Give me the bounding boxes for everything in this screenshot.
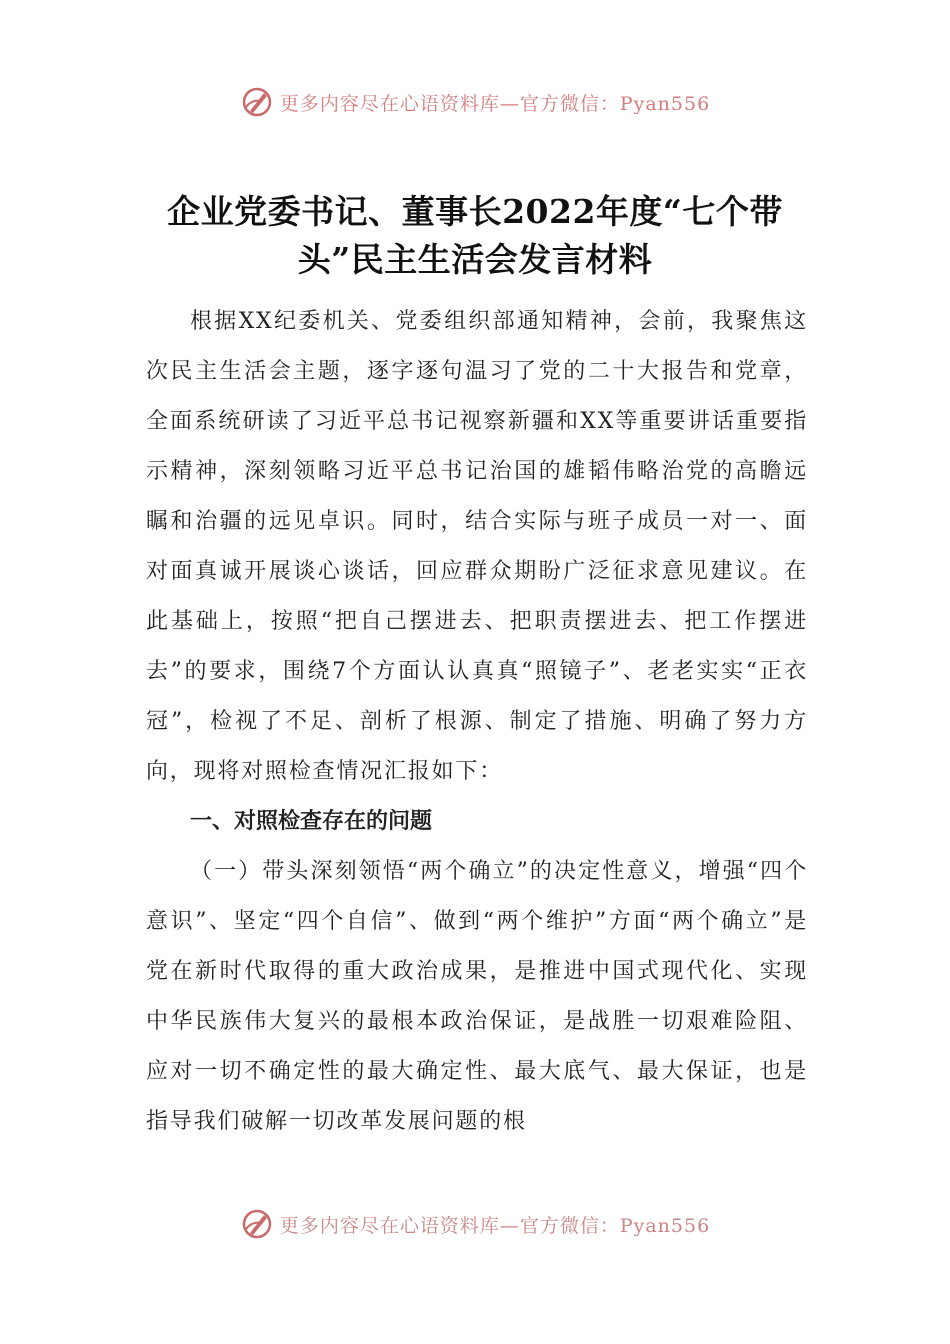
document-title: 企业党委书记、董事长2022年度“七个带头”民主生活会发言材料 <box>167 192 783 279</box>
subsection-paragraph: （一）带头深刻领悟“两个确立”的决定性意义，增强“四个意识”、坚定“四个自信”、做到“两个维护”方面“两个确立”是党在新时代取得的重大政治成果，是推进中国式现代化、实现中华民族伟大复兴的最根本政治保证，是战胜一切艰难险阻、应对一切不确定性的最大确定性、最大底气、最大保证，也是指导我们破解一切改革发展问题的根 <box>146 859 808 1134</box>
document-body <box>146 297 808 1147</box>
watermark-footer <box>0 1204 950 1244</box>
watermark-text: 更多内容尽在心语资料库—官方微信：Pyan556 <box>279 1214 711 1237</box>
watermark-text: 更多内容尽在心语资料库—官方微信：Pyan556 <box>279 92 711 115</box>
pen-logo-icon <box>240 1207 274 1241</box>
pen-logo-icon <box>240 85 274 119</box>
section-heading: 一、对照检查存在的问题 <box>190 809 433 834</box>
intro-paragraph: 根据XX纪委机关、党委组织部通知精神，会前，我聚焦这次民主生活会主题，逐字逐句温习了党的二十大报告和党章，全面系统研读了习近平总书记视察新疆和XX等重要讲话重要指示精神，深刻领略习近平总书记治国的雄韬伟略治党的高瞻远瞩和治疆的远见卓识。同时，结合实际与班子成员一对一、面对面真诚开展谈心谈话，回应群众期盼广泛征求意见建议。在此基础上，按照“把自己摆进去、把职责摆进去、把工作摆进去”的要求，围绕7个方面认认真真“照镜子”、老老实实“正衣冠”，检视了不足、剖析了根源、制定了措施、明确了努力方向，现将对照检查情况汇报如下： <box>146 309 808 784</box>
watermark-header <box>0 82 950 122</box>
